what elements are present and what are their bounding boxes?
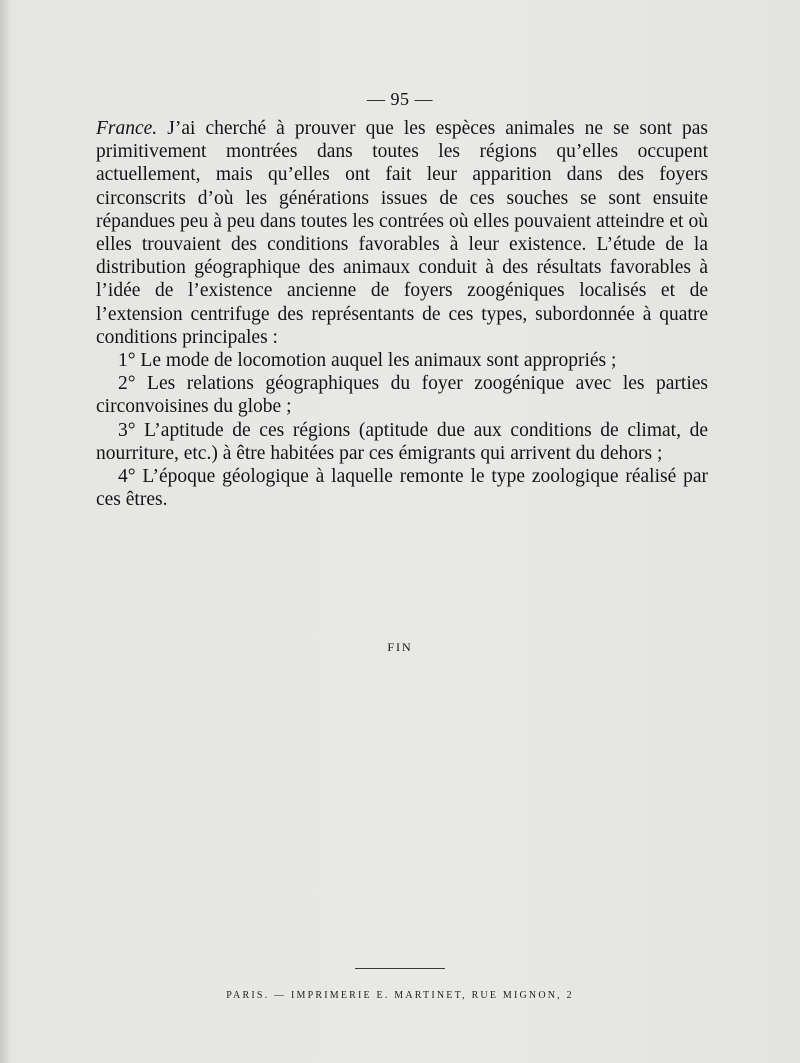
page-gutter-shadow	[0, 0, 10, 1063]
lead-word: France.	[96, 118, 158, 139]
body-text	[96, 117, 708, 511]
intro-paragraph-text: J’ai cherché à prouver que les espèces animales ne se sont pas primitivement montrées dans toutes les régions qu’elles occupent actuellement, mais qu’elles ont fait leur apparition dans des foyers circonscrits d’où les générations issues de ces souches se sont ensuite répandues peu à peu dans toutes les contrées où elles pouvaient atteindre et où elles trouvaient des conditions favorables à leur existence. L’étude de la distribution géographique des animaux conduit à des résultats favorables à l’idée de l’existence ancienne de foyers zoogéniques localisés et de l’extension centrifuge des représentants de ces types, subordonnée à quatre conditions principales :	[96, 118, 708, 348]
condition-2: 2° Les relations géographiques du foyer zoogénique avec les parties circonvoisines du globe ;	[96, 373, 708, 418]
page-number: — 95 —	[367, 89, 433, 109]
intro-paragraph	[96, 117, 708, 349]
fin-label: FIN	[387, 640, 413, 654]
imprint-divider	[355, 968, 445, 969]
printer-imprint: PARIS. — IMPRIMERIE E. MARTINET, RUE MIGNON, 2	[226, 990, 574, 1001]
condition-4: 4° L’époque géologique à laquelle remonte le type zoologique réalisé par ces êtres.	[96, 466, 708, 511]
condition-3: 3° L’aptitude de ces régions (aptitude due aux conditions de climat, de nourriture, etc.) à être habitées par ces émigrants qui arrivent du dehors ;	[96, 419, 708, 464]
condition-1: 1° Le mode de locomotion auquel les animaux sont appropriés ;	[118, 350, 617, 372]
